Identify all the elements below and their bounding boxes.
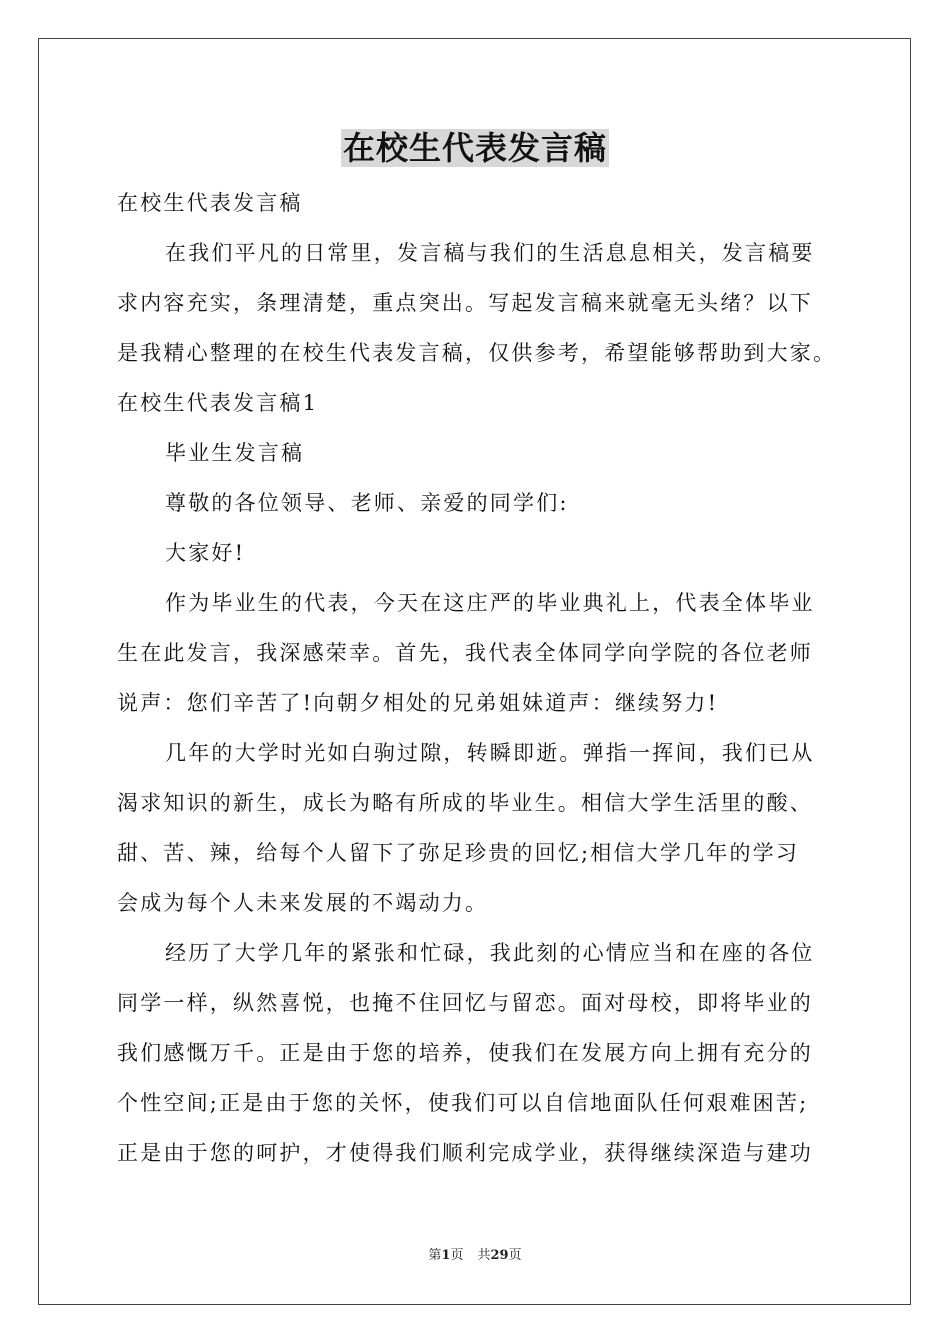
text-line: 甜、苦、辣，给每个人留下了弥足珍贵的回忆;相信大学几年的学习 [117, 841, 800, 865]
text-line: 生在此发言，我深感荣幸。首先，我代表全体同学向学院的各位老师 [117, 641, 813, 665]
page-footer [0, 1247, 950, 1265]
document-body [117, 178, 835, 1178]
document-title-text: 在校生代表发言稿 [342, 129, 607, 167]
text-line: 同学一样，纵然喜悦，也掩不住回忆与留恋。面对母校，即将毕业的 [117, 991, 813, 1015]
text-line: 我们感慨万千。正是由于您的培养，使我们在发展方向上拥有充分的 [117, 1041, 813, 1065]
text-line: 在校生代表发言稿 [117, 191, 303, 215]
text-line: 在我们平凡的日常里，发言稿与我们的生活息息相关，发言稿要 [165, 241, 815, 265]
text-line: 大家好! [165, 541, 246, 565]
text-line: 是我精心整理的在校生代表发言稿，仅供参考，希望能够帮助到大家。 [117, 341, 837, 365]
text-line: 毕业生发言稿 [165, 441, 305, 465]
text-line: 尊敬的各位领导、老师、亲爱的同学们: [165, 491, 569, 515]
document-title [0, 126, 950, 170]
text-line: 几年的大学时光如白驹过隙，转瞬即逝。弹指一挥间，我们已从 [165, 741, 815, 765]
total-suffix: 页 [508, 1248, 522, 1263]
text-line: 会成为每个人未来发展的不竭动力。 [117, 891, 489, 915]
text-line: 个性空间;正是由于您的关怀，使我们可以自信地面队任何艰难困苦; [117, 1091, 809, 1115]
text-line: 渴求知识的新生，成长为略有所成的毕业生。相信大学生活里的酸、 [117, 791, 813, 815]
text-line: 正是由于您的呵护，才使得我们顺利完成学业，获得继续深造与建功 [117, 1141, 813, 1165]
page-number: 1 [441, 1248, 451, 1263]
page-suffix: 页 [450, 1248, 464, 1263]
text-line: 在校生代表发言稿1 [117, 391, 319, 415]
total-prefix: 共 [477, 1248, 491, 1263]
page-prefix: 第 [428, 1248, 442, 1263]
text-line: 作为毕业生的代表，今天在这庄严的毕业典礼上，代表全体毕业 [165, 591, 815, 615]
text-line: 经历了大学几年的紧张和忙碌，我此刻的心情应当和在座的各位 [165, 941, 815, 965]
text-line: 说声：您们辛苦了!向朝夕相处的兄弟姐妹道声：继续努力! [117, 691, 719, 715]
text-line: 求内容充实，条理清楚，重点突出。写起发言稿来就毫无头绪？以下 [117, 291, 813, 315]
total-pages: 29 [490, 1248, 509, 1263]
